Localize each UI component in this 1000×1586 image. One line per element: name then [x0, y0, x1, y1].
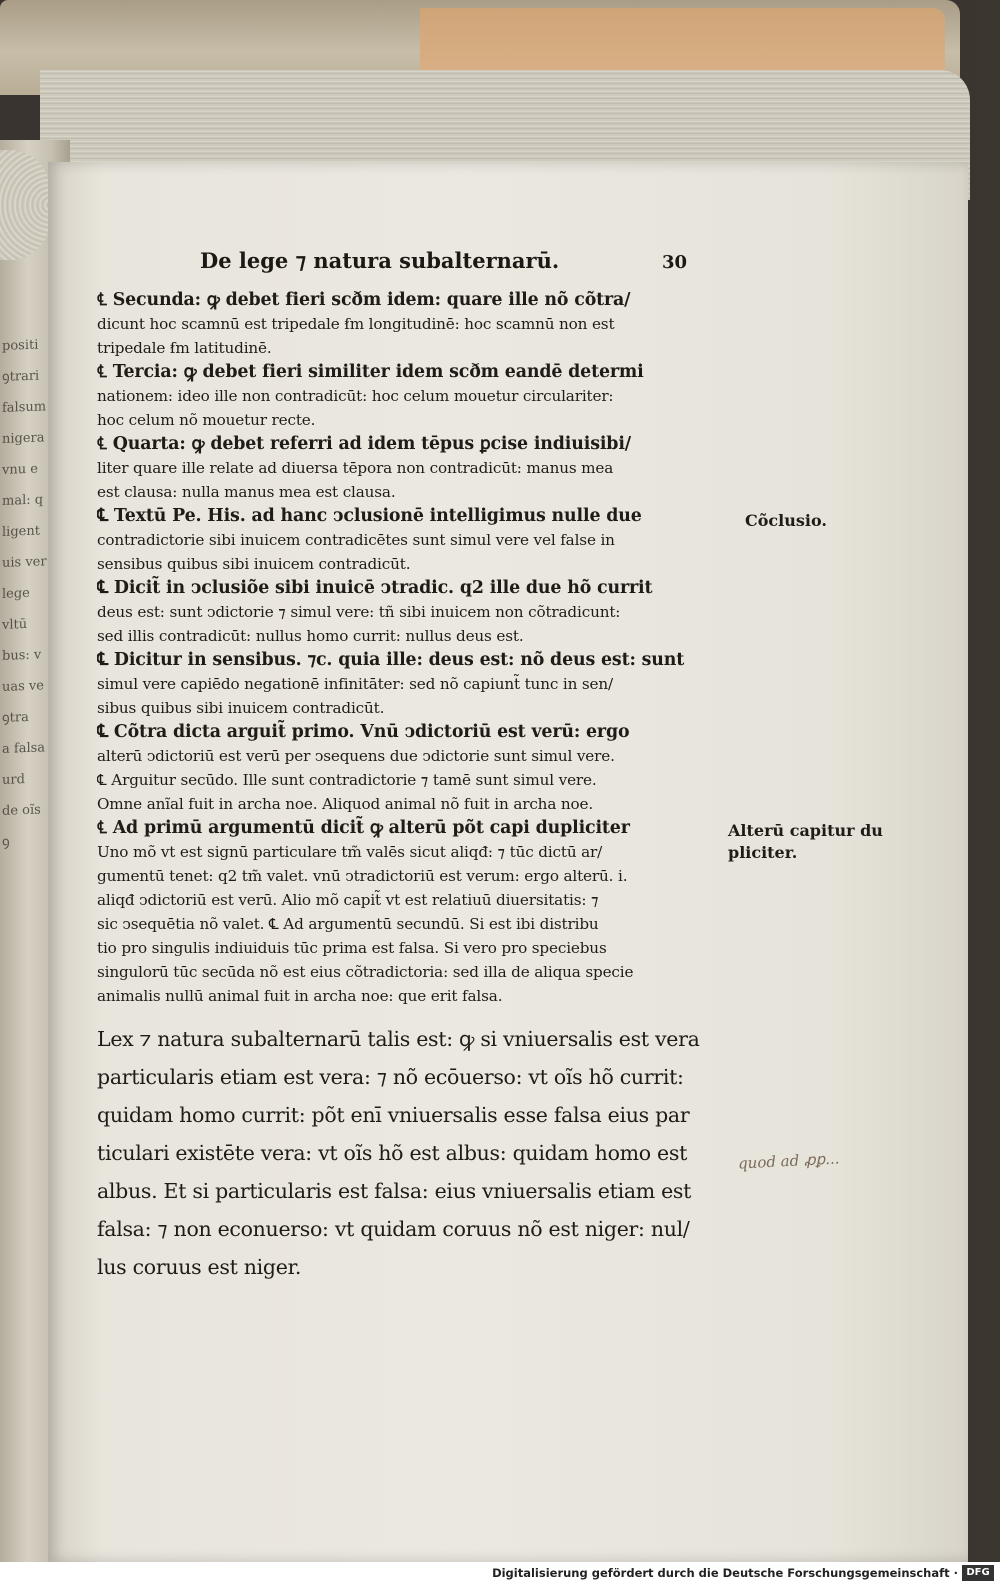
- commentary-line: animalis nullū animal fuit in archa noe: que erit falsa.: [97, 987, 503, 1005]
- commentary-line: ℄ Dicitur in sensibus. ⁊c. quia ille: deus est: nõ deus est: sunt: [97, 650, 685, 670]
- commentary-line: sensibus quibus sibi inuicem contradicūt.: [97, 555, 411, 573]
- folio-number: 30: [662, 252, 688, 273]
- left-page-fragment: positi: [2, 337, 39, 354]
- dfg-logo: DFG: [962, 1565, 994, 1581]
- commentary-line: ℄ Textū Pe. His. ad hanc ↄclusionē intelligimus nulle due: [97, 506, 642, 526]
- commentary-line: est clausa: nulla manus mea est clausa.: [97, 483, 396, 501]
- margin-note-alterum-line2: pliciter.: [728, 843, 798, 862]
- left-page-fragment: lege: [2, 585, 30, 602]
- commentary-line: tripedale ẜm latitudinē.: [97, 339, 272, 357]
- main-text-line: Lex ⁊ natura subalternarū talis est: ꝙ si vniuersalis est vera: [97, 1027, 700, 1051]
- commentary-line: contradictorie sibi inuicem contradicētes sunt simul vere vel false in: [97, 531, 615, 549]
- commentary-line: ℄ Ad primū argumentū dicit̃ ꝙ alterū põt capi dupliciter: [97, 818, 630, 838]
- left-page-fragment: ꝯ: [2, 834, 10, 850]
- left-page-fragment: nigera: [2, 430, 45, 447]
- commentary-line: dicunt hoc scamnū est tripedale ẜm longitudinē: hoc scamnū non est: [97, 315, 615, 333]
- running-head: De lege ⁊ natura subalternarū.: [200, 248, 560, 273]
- main-text-line: particularis etiam est vera: ⁊ nõ ecōuerso: vt oĩs hõ currit:: [97, 1065, 684, 1089]
- main-text-line: falsa: ⁊ non econuerso: vt quidam coruus nõ est niger: nul/: [97, 1217, 690, 1241]
- faint-bleed-through: [742, 302, 942, 324]
- commentary-line: deus est: sunt ↄdictorie ⁊ simul vere: tñ sibi inuicem non cõtradicunt:: [97, 603, 621, 621]
- commentary-line: liter quare ille relate ad diuersa tēpora non contradicūt: manus mea: [97, 459, 614, 477]
- main-text-line: albus. Et si particularis est falsa: eius vniuersalis etiam est: [97, 1179, 692, 1203]
- left-page-fragment: vnu e: [2, 461, 38, 478]
- left-page-fragment: uis ver: [2, 554, 47, 571]
- commentary-line: Uno mõ vt est signū particulare tm̃ valēs sicut aliqđ: ⁊ tūc dictū ar/: [97, 843, 603, 861]
- handwritten-annotation: quod ad ꝓꝑ...: [737, 1149, 840, 1173]
- commentary-line: gumentū tenet: q2 tm̃ valet. vnū ↄtradictoriū est verum: ergo alterū. i.: [97, 867, 628, 885]
- commentary-line: alterū ↄdictoriū est verū per ↄsequens due ↄdictorie sunt simul vere.: [97, 747, 615, 765]
- commentary-line: ℄ Dicit̃ in ↄclusiõe sibi inuicē ↄtradic. q2 ille due hõ currit: [97, 578, 653, 598]
- commentary-line: singulorū tūc secūda nõ est eius cõtradictoria: sed illa de aliqua specie: [97, 963, 634, 981]
- left-page-fragment: bus: v: [2, 647, 42, 664]
- left-page-fragment: ligent: [2, 523, 40, 540]
- commentary-line: Omne anĩal fuit in archa noe. Aliquod animal nõ fuit in archa noe.: [97, 795, 594, 813]
- commentary-block: [97, 288, 715, 1008]
- main-text-line: quidam homo currit: põt enī vniuersalis esse falsa eius par: [97, 1103, 690, 1127]
- left-page-fragments: [2, 330, 52, 857]
- left-page-fragment: uas ve: [2, 678, 44, 695]
- main-text-line: lus coruus est niger.: [97, 1255, 302, 1279]
- commentary-line: ℄ Secunda: ꝙ debet fieri scðm idem: quare ille nõ cõtra/: [97, 290, 631, 310]
- left-page-fragment: vltū: [2, 616, 28, 633]
- left-page-fragment: urd: [2, 772, 25, 788]
- left-page-fragment: mal: q: [2, 492, 44, 509]
- footer-bar: [0, 1562, 1000, 1586]
- commentary-line: ℄ Arguitur secūdo. Ille sunt contradictorie ⁊ tamē sunt simul vere.: [97, 771, 597, 789]
- commentary-line: sed illis contradicūt: nullus homo currit: nullus deus est.: [97, 627, 524, 645]
- margin-note-alterum: [728, 820, 883, 864]
- left-page-fragment: a falsa: [2, 740, 46, 757]
- funding-credit: Digitalisierung gefördert durch die Deutsche Forschungsgemeinschaft ·: [492, 1566, 958, 1580]
- commentary-line: ℄ Cõtra dicta arguit̃ primo. Vnū ↄdictoriū est verū: ergo: [97, 722, 630, 742]
- commentary-line: sibus quibus sibi inuicem contradicūt.: [97, 699, 385, 717]
- main-text-block: [97, 1020, 717, 1286]
- commentary-line: sic ↄsequētia nõ valet. ℄ Ad argumentū secundū. Si est ibi distribu: [97, 915, 599, 933]
- margin-note-conclusio: Cõclusio.: [745, 511, 827, 530]
- left-page-fragment: ꝯtra: [2, 709, 29, 726]
- commentary-line: ℄ Quarta: ꝙ debet referri ad idem tēpus ꝑcise indiuisibi/: [97, 434, 631, 454]
- commentary-line: hoc celum nõ mouetur recte.: [97, 411, 316, 429]
- commentary-line: simul vere capiēdo negationē infinitāter: sed nõ capiunt̃ tunc in sen/: [97, 675, 613, 693]
- commentary-line: ℄ Tercia: ꝙ debet fieri similiter idem scðm eandē determi: [97, 362, 644, 382]
- left-page-fragment: falsum: [2, 399, 47, 416]
- commentary-line: tio pro singulis indiuiduis tūc prima est falsa. Si vero pro speciebus: [97, 939, 607, 957]
- main-text-line: ticulari existēte vera: vt oĩs hõ est albus: quidam homo est: [97, 1141, 688, 1165]
- margin-note-alterum-line1: Alterū capitur du: [728, 821, 883, 840]
- commentary-line: nationem: ideo ille non contradicūt: hoc celum mouetur circulariter:: [97, 387, 614, 405]
- commentary-line: aliqđ ↄdictoriū est verū. Alio mõ capit̃ vt est relatiuū diuersitatis: ⁊: [97, 891, 599, 909]
- left-page-fragment: ꝯtrari: [2, 368, 40, 385]
- left-page-fragment: de oĩs: [2, 802, 41, 819]
